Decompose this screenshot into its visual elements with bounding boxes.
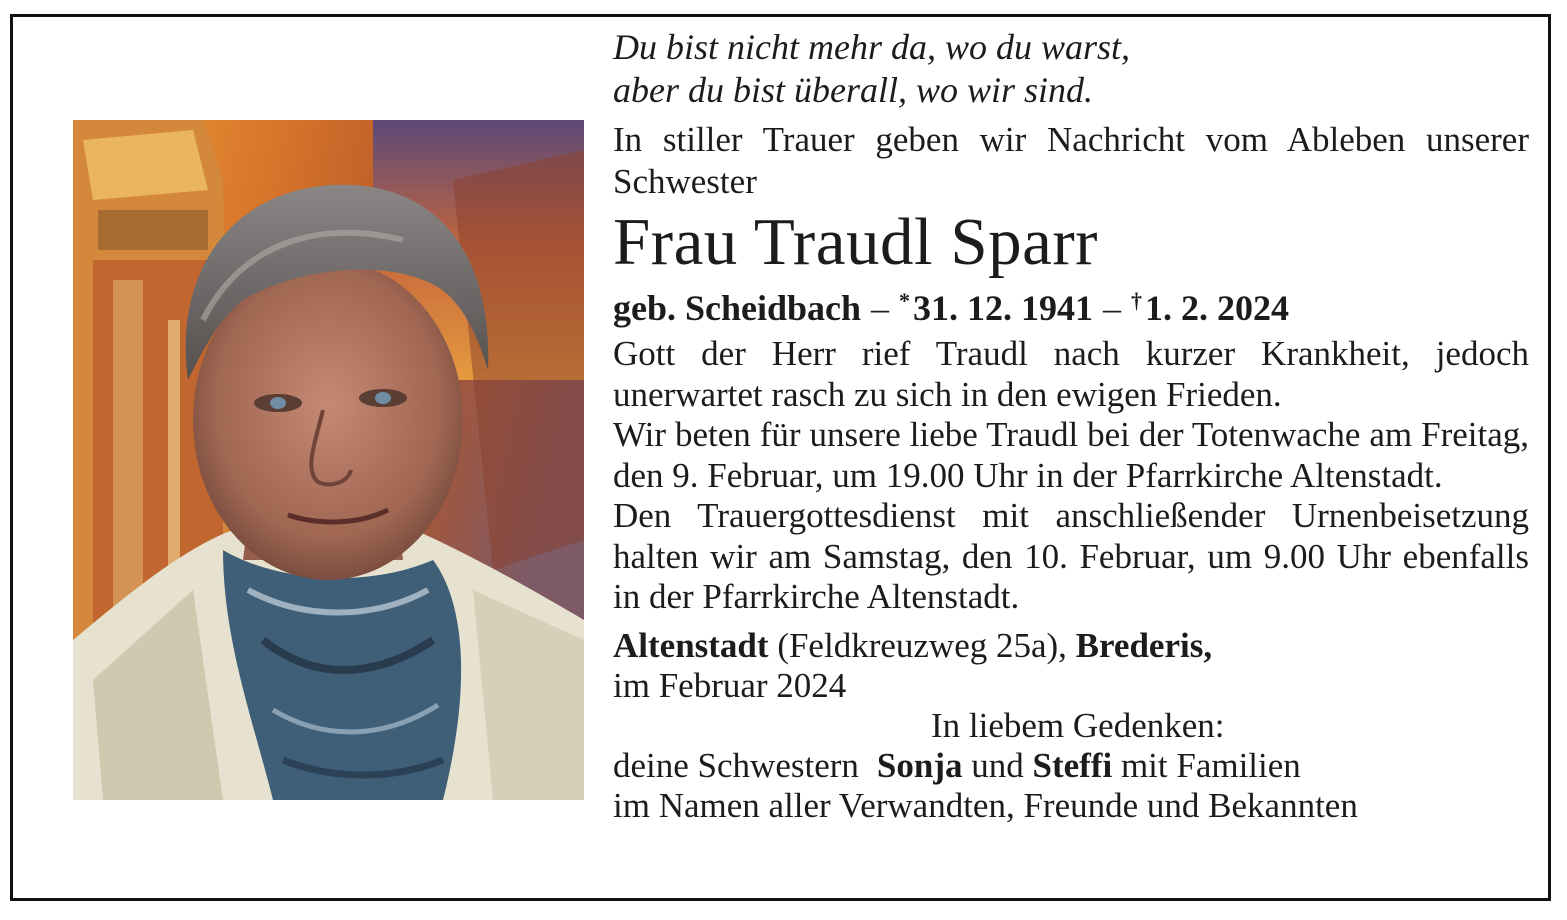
quote-line-1: Du bist nicht mehr da, wo du warst, [613, 27, 1131, 67]
portrait-photo [73, 120, 584, 800]
separator-1: – [871, 288, 890, 328]
dates-line [613, 279, 1529, 330]
body-paragraph-1: Gott der Herr rief Traudl nach kurzer Krankheit, jedoch unerwartet rasch zu sich in den ewigen Frieden. [613, 334, 1529, 414]
family-line [613, 746, 1529, 786]
relatives-line: im Namen aller Verwandten, Freunde und Bekannten [613, 785, 1358, 825]
town-altenstadt: Altenstadt [613, 625, 769, 665]
notice-body [613, 334, 1529, 618]
birth-date: 31. 12. 1941 [913, 288, 1094, 328]
birth-name: geb. Scheidbach [613, 288, 862, 328]
town-brederis: Brederis, [1075, 625, 1213, 665]
sister-name-2: Steffi [1032, 745, 1113, 785]
death-date: 1. 2. 2024 [1145, 288, 1290, 328]
sister-name-1: Sonja [876, 745, 963, 785]
birth-symbol: * [899, 288, 911, 313]
family-und: und [962, 745, 1033, 785]
quote-line-2: aber du bist überall, wo wir sind. [613, 70, 1094, 110]
place-line [613, 626, 1529, 706]
address: (Feldkreuzweg 25a), [768, 625, 1076, 665]
notice-date: im Februar 2024 [613, 665, 847, 705]
notice-text-column [613, 26, 1529, 826]
in-memory-heading: In liebem Gedenken: [931, 705, 1225, 745]
death-symbol: † [1131, 288, 1143, 313]
quote [613, 26, 1529, 112]
separator-2: – [1103, 288, 1122, 328]
family-suffix: mit Familien [1112, 745, 1301, 785]
body-paragraph-2: Wir beten für unsere liebe Traudl bei der Totenwache am Freitag, den 9. Februar, um 19.00 Uhr in der Pfarrkirche Altenstadt. [613, 415, 1529, 495]
family-prefix: deine Schwestern [613, 745, 859, 785]
deceased-name: Frau Traudl Sparr [613, 205, 1098, 279]
portrait-image [73, 120, 584, 800]
body-paragraph-3: Den Trauergottesdienst mit anschließender Urnenbeisetzung halten wir am Samstag, den 10. Februar, um 9.00 Uhr ebenfalls in der Pfarrkirche Altenstadt. [613, 496, 1529, 616]
intro-text: In stiller Trauer geben wir Nachricht vom Ableben unserer Schwester [613, 120, 1529, 201]
